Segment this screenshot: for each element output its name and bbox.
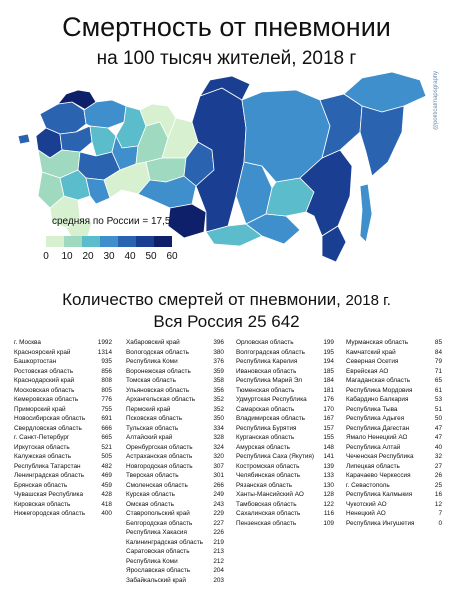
region-deaths: 79 [434,358,442,365]
region-deaths: 334 [213,424,224,432]
region-row [14,405,112,415]
region-name: Московская область [14,386,75,394]
region-row [346,509,442,519]
region-deaths: 203 [213,576,224,584]
region-row [126,509,224,519]
region-deaths: 212 [213,557,224,565]
region-row [126,462,224,472]
region-name: Республика Карелия [236,358,298,365]
region-deaths: 25 [434,481,442,489]
region-row [14,424,112,434]
region-deaths: 65 [434,377,442,384]
region-name: Кабардино Балкария [346,396,409,403]
region-name: Омская область [126,500,174,508]
region-name: Магаданская область [346,377,411,384]
region-deaths: 167 [323,415,334,422]
region-row [126,376,224,386]
region-name: Республика Саха (Якутия) [236,453,314,460]
region-deaths: 359 [213,367,224,375]
region-row [126,519,224,529]
legend-swatch [82,236,100,247]
region-row [126,538,224,548]
region-row [14,367,112,377]
region-name: Новгородская область [126,462,193,470]
region-row [236,509,334,519]
region-name: Алтайский край [126,434,173,441]
region-name: Свердловская область [14,424,82,432]
region-row [236,348,334,358]
count-heading-text: Количество смертей от пневмонии, [62,290,341,309]
region-name: Оренбургская область [126,443,193,451]
region-row [126,500,224,510]
region-row [14,509,112,519]
region-name: Волгоградская область [236,348,305,356]
region-name: Пензенская область [236,519,297,527]
region-row [126,433,224,443]
region-deaths: 482 [101,462,112,470]
region-name: Ростовская область [14,367,74,375]
legend-tick-label: 0 [43,251,49,262]
region-row [126,576,224,586]
total-russia: Вся Россия 25 642 [153,312,300,331]
legend-tick-label: 30 [103,251,115,262]
region-row [346,462,442,472]
region-deaths: 229 [213,510,224,517]
region-deaths: 184 [323,377,334,384]
region-row [236,405,334,415]
region-deaths: 418 [101,500,112,508]
region-deaths: 376 [213,358,224,365]
region-deaths: 116 [323,510,334,517]
region-name: Нижегородская область [14,510,86,517]
region-deaths: 301 [213,472,224,479]
legend-tick-label: 20 [82,251,94,262]
region-deaths: 141 [323,453,334,460]
region-deaths: 320 [213,453,224,460]
region-row [346,414,442,424]
region-name: Псковская область [126,415,183,422]
region-name: Тульская область [126,424,179,432]
region-name: Хабаровский край [126,339,180,346]
region-deaths: 128 [323,491,334,498]
region-altai-kemerovo [168,204,206,238]
region-name: Ставропольский край [126,510,190,517]
region-row [236,424,334,434]
region-deaths: 219 [213,538,224,546]
legend-tick-label: 50 [145,251,157,262]
region-deaths: 53 [434,396,442,403]
region-name: г. Севастополь [346,481,390,489]
region-deaths: 666 [101,424,112,432]
region-row [346,348,442,358]
author-credit: @politicalmapsgraphy [433,70,439,130]
region-deaths: 176 [323,396,334,403]
region-deaths: 665 [101,434,112,441]
region-row [126,528,224,538]
region-row [236,367,334,377]
region-deaths: 356 [213,386,224,394]
region-row [346,395,442,405]
region-name: Костромская область [236,462,300,470]
region-sakhalin [360,184,372,242]
region-name: Карачаево Черкессия [346,472,411,479]
region-row [14,348,112,358]
region-name: Белгородская область [126,519,193,527]
legend-swatch [118,236,136,247]
region-name: Орловская область [236,339,294,346]
region-name: Самарская область [236,405,295,413]
region-name: Красноярский край [14,348,71,356]
legend-swatch [100,236,118,247]
region-name: Пермский край [126,405,171,413]
legend-tick-label: 10 [61,251,73,262]
region-deaths: 16 [434,491,442,498]
regions-column-2 [126,338,224,585]
region-row [346,424,442,434]
region-deaths: 7 [438,510,442,517]
region-deaths: 226 [213,529,224,536]
region-name: Кемеровская область [14,396,79,403]
region-kamchatka [360,106,404,176]
region-name: Ханты-Мансийский АО [236,491,304,498]
region-name: Республика Ингушетия [346,519,415,527]
region-deaths: 157 [323,424,334,432]
region-name: Чеченская Республика [346,453,414,460]
region-deaths: 61 [434,386,442,394]
region-name: Курская область [126,491,175,498]
region-name: Башкортостан [14,358,57,365]
region-name: Республика Адыгея [346,415,405,422]
region-row [236,357,334,367]
region-row [236,462,334,472]
region-name: Архангельская область [126,396,196,403]
region-row [14,376,112,386]
regions-column-1 [14,338,112,519]
color-legend [43,236,178,276]
region-row [346,433,442,443]
region-row [14,471,112,481]
region-row [126,557,224,567]
region-name: Ульяновская область [126,386,190,394]
region-deaths: 47 [434,424,442,432]
region-name: Забайкальский край [126,576,186,584]
region-deaths: 691 [101,415,112,422]
region-deaths: 47 [434,434,442,441]
region-deaths: 170 [323,405,334,413]
region-name: Республика Тыва [346,405,398,413]
region-row [236,490,334,500]
region-row [236,500,334,510]
region-row [126,386,224,396]
region-deaths: 755 [101,405,112,413]
region-name: Калининградская область [126,538,203,546]
region-row [236,519,334,529]
region-deaths: 856 [101,367,112,375]
region-row [126,348,224,358]
region-row [126,471,224,481]
region-name: Республика Коми [126,557,178,565]
region-deaths: 350 [213,415,224,422]
page-title: Смертность от пневмонии [62,12,391,42]
region-row [126,566,224,576]
region-deaths: 122 [323,500,334,508]
region-name: Астраханская область [126,453,193,460]
region-name: Еврейская АО [346,367,389,375]
region-row [346,519,442,529]
region-name: Тюменская область [236,386,295,394]
region-row [126,452,224,462]
legend-tick-label: 40 [124,251,136,262]
region-deaths: 181 [323,386,334,394]
region-row [346,481,442,491]
region-name: Республика Марий Эл [236,377,302,384]
region-name: Липецкая область [346,462,400,470]
region-row [346,443,442,453]
region-name: Краснодарский край [14,377,75,384]
region-name: Северная Осетия [346,358,399,365]
region-row [14,395,112,405]
region-name: Тверская область [126,472,179,479]
region-deaths: 266 [213,481,224,489]
regions-column-4 [346,338,442,528]
region-deaths: 505 [101,453,112,460]
region-deaths: 27 [434,462,442,470]
region-deaths: 26 [434,472,442,479]
region-name: Воронежская область [126,367,191,375]
region-name: г. Санкт-Петербург [14,434,70,441]
region-row [346,490,442,500]
region-deaths: 380 [213,348,224,356]
region-deaths: 1992 [97,339,112,346]
region-name: Ярославская область [126,567,191,574]
region-row [14,500,112,510]
region-row [346,386,442,396]
region-deaths: 307 [213,462,224,470]
region-deaths: 139 [323,462,334,470]
region-kaliningrad [18,134,30,144]
region-name: Приморский край [14,405,66,413]
region-row [236,471,334,481]
region-row [14,490,112,500]
region-name: Камчатский край [346,348,396,356]
region-row [346,500,442,510]
legend-tick-label: 60 [166,251,178,262]
region-name: Республика Алтай [346,443,401,451]
region-row [126,443,224,453]
region-deaths: 204 [213,567,224,574]
region-deaths: 324 [213,443,224,451]
region-deaths: 84 [434,348,442,356]
region-name: Республика Коми [126,358,178,365]
region-name: Томская область [126,377,176,384]
region-name: Саратовская область [126,548,190,555]
region-row [14,414,112,424]
region-row [346,338,442,348]
region-deaths: 71 [434,367,442,375]
region-row [236,386,334,396]
region-name: Вологодская область [126,348,189,356]
region-name: Республика Татарстан [14,462,81,470]
regions-table [14,338,444,598]
region-deaths: 352 [213,405,224,413]
region-row [346,376,442,386]
count-heading [0,290,453,311]
region-row [126,338,224,348]
region-deaths: 469 [101,472,112,479]
region-deaths: 352 [213,396,224,403]
region-row [14,462,112,472]
region-name: Сахалинская область [236,510,301,517]
region-row [126,481,224,491]
region-row [236,443,334,453]
region-row [126,405,224,415]
region-row [14,433,112,443]
region-name: Новосибирская область [14,415,86,422]
region-name: Республика Калмыкия [346,491,413,498]
region-name: Рязанская область [236,481,293,489]
region-deaths: 40 [434,443,442,451]
region-row [14,357,112,367]
region-name: Владимирская область [236,415,305,422]
region-deaths: 12 [434,500,442,508]
region-deaths: 195 [323,348,334,356]
region-deaths: 51 [434,405,442,413]
legend-swatch [64,236,82,247]
region-deaths: 400 [101,510,112,517]
region-name: Чукотский АО [346,500,387,508]
region-deaths: 194 [323,358,334,365]
region-name: Ямало Ненецкий АО [346,434,408,441]
region-deaths: 935 [101,358,112,365]
region-deaths: 155 [323,434,334,441]
region-row [14,386,112,396]
legend-bar [46,236,172,247]
region-deaths: 213 [213,548,224,555]
page-subtitle: на 100 тысяч жителей, 2018 г [96,48,357,69]
region-row [346,471,442,481]
region-row [126,490,224,500]
region-name: Челябинская область [236,472,301,479]
region-deaths: 50 [434,415,442,422]
region-row [126,424,224,434]
region-row [236,414,334,424]
count-heading-year: 2018 г. [345,292,391,309]
region-row [346,357,442,367]
region-row [14,452,112,462]
region-row [126,357,224,367]
region-name: Республика Хакасия [126,529,187,536]
region-name: Тамбовская область [236,500,297,508]
region-deaths: 328 [213,434,224,441]
region-name: Калужская область [14,453,72,460]
region-name: Амурская область [236,443,290,451]
region-name: Ненецкий АО [346,510,386,517]
region-deaths: 0 [438,519,442,527]
region-row [236,433,334,443]
region-row [236,452,334,462]
region-deaths: 148 [323,443,334,451]
region-row [236,395,334,405]
region-name: Республика Дагестан [346,424,410,432]
region-row [14,481,112,491]
region-name: Республика Мордовия [346,386,413,394]
region-deaths: 85 [434,339,442,346]
region-deaths: 521 [101,443,112,451]
region-deaths: 243 [213,500,224,508]
region-row [126,367,224,377]
region-row [236,481,334,491]
region-deaths: 808 [101,377,112,384]
region-deaths: 227 [213,519,224,527]
legend-ticks [43,251,178,265]
region-name: Курганская область [236,434,295,441]
legend-swatch [136,236,154,247]
region-row [126,414,224,424]
region-deaths: 249 [213,491,224,498]
region-name: Иркутская область [14,443,70,451]
legend-swatch [154,236,172,247]
region-row [126,547,224,557]
region-deaths: 358 [213,377,224,384]
region-row [236,376,334,386]
regions-column-3 [236,338,334,528]
region-deaths: 459 [101,481,112,489]
region-name: Чувашская Республика [14,491,84,498]
region-name: Удмуртская Республика [236,396,307,403]
average-label: средняя по России = 17,5 [52,216,171,227]
region-row [14,443,112,453]
region-name: Республика Бурятия [236,424,297,432]
region-name: Кировская область [14,500,71,508]
region-name: Ивановская область [236,367,297,375]
region-name: г. Москва [14,339,41,346]
region-deaths: 776 [101,396,112,403]
region-row [346,405,442,415]
region-row [346,452,442,462]
region-deaths: 1314 [97,348,112,356]
region-deaths: 109 [323,519,334,527]
region-row [346,367,442,377]
region-deaths: 185 [323,367,334,375]
region-deaths: 199 [323,339,334,346]
region-deaths: 805 [101,386,112,394]
region-name: Брянская область [14,481,68,489]
region-name: Смоленская область [126,481,188,489]
region-deaths: 133 [323,472,334,479]
region-deaths: 130 [323,481,334,489]
region-row [14,338,112,348]
region-deaths: 396 [213,339,224,346]
region-name: Мурманская область [346,339,409,346]
legend-swatch [46,236,64,247]
region-row [236,338,334,348]
region-row [126,395,224,405]
region-deaths: 428 [101,491,112,498]
region-deaths: 32 [434,453,442,460]
region-name: Ленинградская область [14,472,85,479]
